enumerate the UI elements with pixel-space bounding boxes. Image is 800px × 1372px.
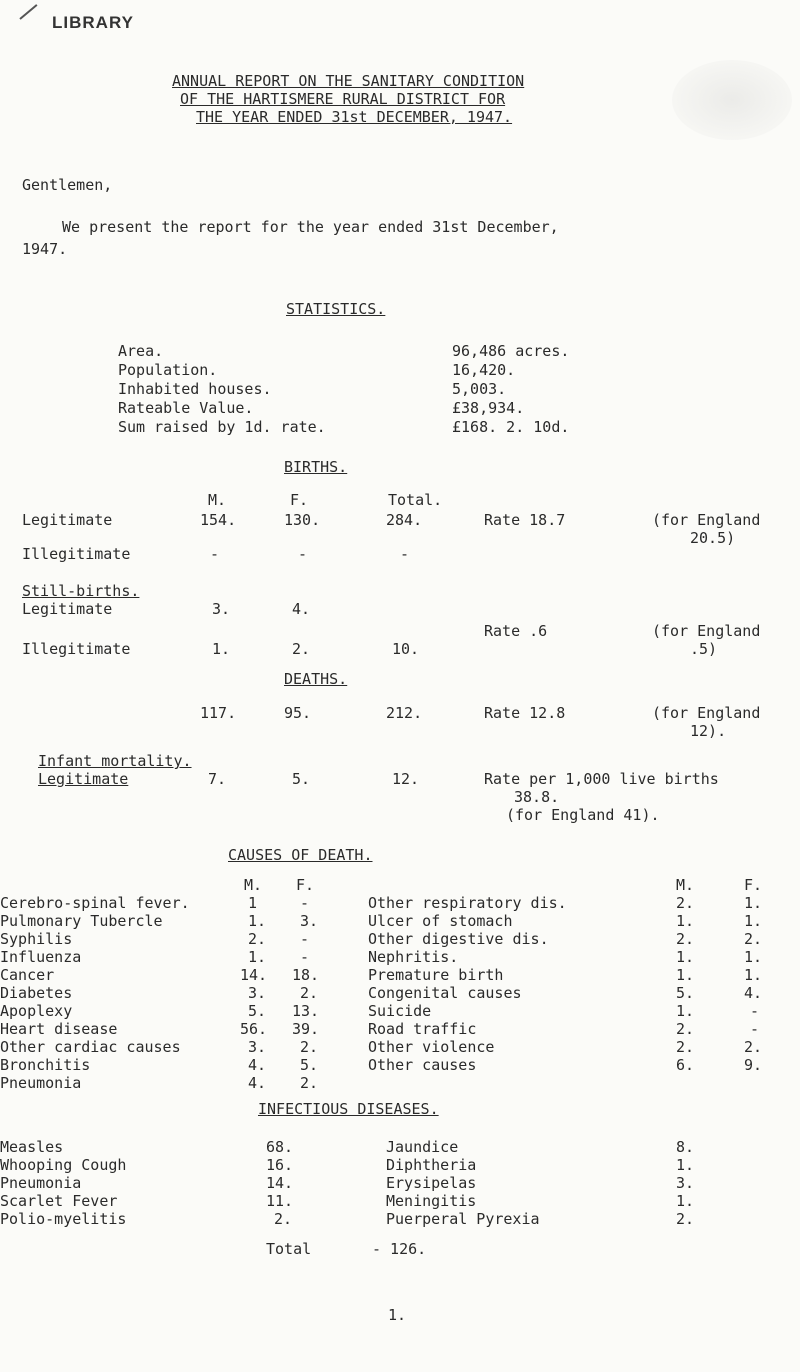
cause-label: Other cardiac causes <box>0 1038 181 1056</box>
causes-heading: CAUSES OF DEATH. <box>228 846 373 864</box>
disease-value: 68. <box>266 1138 294 1156</box>
cause-label: Cerebro-spinal fever. <box>0 894 190 912</box>
births-col-f: F. <box>290 491 309 509</box>
statistics-heading: STATISTICS. <box>286 300 386 318</box>
cause-m: 2. <box>676 894 695 912</box>
disease-label: Measles <box>0 1138 64 1156</box>
still-illegit-compare-2: .5) <box>690 640 718 658</box>
cause-label: Other causes <box>368 1056 477 1074</box>
disease-label: Jaundice <box>386 1138 459 1156</box>
cause-label: Diabetes <box>0 984 73 1002</box>
infectious-heading: INFECTIOUS DISEASES. <box>258 1100 439 1118</box>
cause-label: Other digestive dis. <box>368 930 549 948</box>
deaths-compare: (for England <box>652 704 761 722</box>
cause-label: Suicide <box>368 1002 432 1020</box>
disease-value: 16. <box>266 1156 294 1174</box>
disease-label: Polio-myelitis <box>0 1210 127 1228</box>
cause-f: - <box>750 1002 760 1020</box>
cause-m: 1. <box>676 1002 695 1020</box>
cause-f: 13. <box>292 1002 320 1020</box>
causes-left-col-m: M. <box>244 876 263 894</box>
cause-m: 1. <box>676 912 695 930</box>
still-illegit-total: 10. <box>392 640 420 658</box>
cause-f: 2. <box>300 984 319 1002</box>
cause-m: 3. <box>248 1038 267 1056</box>
disease-label: Diphtheria <box>386 1156 477 1174</box>
disease-value: 14. <box>266 1174 294 1192</box>
infectious-total-value: - 126. <box>372 1240 427 1258</box>
deaths-compare-2: 12). <box>690 722 727 740</box>
cause-m: 2. <box>676 1020 695 1038</box>
cause-m: 5. <box>248 1002 267 1020</box>
cause-f: 2. <box>744 930 763 948</box>
cause-f: 4. <box>744 984 763 1002</box>
cause-f: - <box>300 894 310 912</box>
title-line-3: THE YEAR ENDED 31st DECEMBER, 1947. <box>196 108 513 126</box>
cause-m: 2. <box>676 930 695 948</box>
cause-f: 2. <box>300 1074 319 1092</box>
still-legit-label: Legitimate <box>22 600 113 618</box>
still-illegit-label: Illegitimate <box>22 640 131 658</box>
stat-value: £168. 2. 10d. <box>452 418 570 436</box>
cause-m: 1. <box>676 966 695 984</box>
births-col-m: M. <box>208 491 227 509</box>
cause-m: 2. <box>248 930 267 948</box>
cause-m: 1. <box>676 948 695 966</box>
title-line-2: OF THE HARTISMERE RURAL DISTRICT FOR <box>180 90 506 108</box>
deaths-f: 95. <box>284 704 312 722</box>
births-legit-rate: Rate 18.7 <box>484 511 566 529</box>
disease-value: 2. <box>676 1210 695 1228</box>
cause-m: 6. <box>676 1056 695 1074</box>
disease-label: Pneumonia <box>0 1174 82 1192</box>
disease-value: 3. <box>676 1174 695 1192</box>
disease-value: 2. <box>274 1210 293 1228</box>
births-illegit-m: - <box>210 545 220 563</box>
stat-label: Inhabited houses. <box>118 380 272 398</box>
cause-label: Nephritis. <box>368 948 459 966</box>
cause-f: - <box>300 930 310 948</box>
births-legit-total: 284. <box>386 511 423 529</box>
cause-label: Other violence <box>368 1038 495 1056</box>
stat-value: £38,934. <box>452 399 525 417</box>
ink-smudge <box>672 60 792 140</box>
births-legit-f: 130. <box>284 511 321 529</box>
births-heading: BIRTHS. <box>284 458 348 476</box>
cause-f: 18. <box>292 966 320 984</box>
cause-f: 2. <box>744 1038 763 1056</box>
still-illegit-f: 2. <box>292 640 311 658</box>
library-stamp: LIBRARY <box>52 13 134 32</box>
still-illegit-compare: (for England <box>652 622 761 640</box>
births-illegit-f: - <box>298 545 308 563</box>
cause-f: 1. <box>744 894 763 912</box>
stat-value: 96,486 acres. <box>452 342 570 360</box>
cause-f: 39. <box>292 1020 320 1038</box>
infant-label: Legitimate <box>38 770 129 788</box>
cause-label: Heart disease <box>0 1020 118 1038</box>
stat-label: Rateable Value. <box>118 399 254 417</box>
disease-label: Scarlet Fever <box>0 1192 118 1210</box>
births-illegit-total: - <box>400 545 410 563</box>
cause-m: 4. <box>248 1074 267 1092</box>
births-legit-m: 154. <box>200 511 237 529</box>
cause-f: - <box>300 948 310 966</box>
cause-label: Pneumonia <box>0 1074 82 1092</box>
stat-label: Sum raised by 1d. rate. <box>118 418 326 436</box>
disease-label: Whooping Cough <box>0 1156 127 1174</box>
infectious-total-label: Total <box>266 1240 312 1258</box>
cause-label: Cancer <box>0 966 55 984</box>
cause-m: 1 <box>248 894 258 912</box>
stat-label: Population. <box>118 361 218 379</box>
cause-f: 9. <box>744 1056 763 1074</box>
births-col-total: Total. <box>388 491 443 509</box>
page-number: 1. <box>388 1306 407 1324</box>
cause-label: Premature birth <box>368 966 504 984</box>
stat-label: Area. <box>118 342 164 360</box>
causes-right-col-m: M. <box>676 876 695 894</box>
corner-mark <box>19 4 37 20</box>
salutation: Gentlemen, <box>22 176 113 194</box>
disease-label: Puerperal Pyrexia <box>386 1210 540 1228</box>
cause-f: 5. <box>300 1056 319 1074</box>
cause-label: Bronchitis <box>0 1056 91 1074</box>
stat-value: 5,003. <box>452 380 507 398</box>
disease-value: 1. <box>676 1192 695 1210</box>
infant-total: 12. <box>392 770 420 788</box>
infant-heading: Infant mortality. <box>38 752 192 770</box>
infant-rate: Rate per 1,000 live births <box>484 770 719 788</box>
infant-compare: (for England 41). <box>506 806 660 824</box>
cause-f: 1. <box>744 948 763 966</box>
disease-value: 8. <box>676 1138 695 1156</box>
cause-f: 2. <box>300 1038 319 1056</box>
disease-label: Meningitis <box>386 1192 477 1210</box>
cause-label: Influenza <box>0 948 82 966</box>
deaths-heading: DEATHS. <box>284 670 348 688</box>
disease-value: 1. <box>676 1156 695 1174</box>
causes-right-col-f: F. <box>744 876 763 894</box>
cause-f: 1. <box>744 966 763 984</box>
cause-m: 4. <box>248 1056 267 1074</box>
still-legit-m: 3. <box>212 600 231 618</box>
cause-m: 14. <box>240 966 268 984</box>
cause-f: 1. <box>744 912 763 930</box>
stat-value: 16,420. <box>452 361 516 379</box>
cause-label: Ulcer of stomach <box>368 912 513 930</box>
cause-label: Other respiratory dis. <box>368 894 567 912</box>
deaths-rate: Rate 12.8 <box>484 704 566 722</box>
disease-label: Erysipelas <box>386 1174 477 1192</box>
births-legit-compare: (for England <box>652 511 761 529</box>
causes-left-col-f: F. <box>296 876 315 894</box>
births-illegit-label: Illegitimate <box>22 545 131 563</box>
stillbirths-heading: Still-births. <box>22 582 140 600</box>
infant-f: 5. <box>292 770 311 788</box>
cause-m: 1. <box>248 912 267 930</box>
cause-m: 3. <box>248 984 267 1002</box>
cause-m: 2. <box>676 1038 695 1056</box>
infant-m: 7. <box>208 770 227 788</box>
cause-f: 3. <box>300 912 319 930</box>
title-line-1: ANNUAL REPORT ON THE SANITARY CONDITION <box>172 72 525 90</box>
deaths-m: 117. <box>200 704 237 722</box>
cause-label: Pulmonary Tubercle <box>0 912 163 930</box>
disease-value: 11. <box>266 1192 294 1210</box>
intro-line-1: We present the report for the year ended 31st December, <box>62 218 559 236</box>
still-illegit-m: 1. <box>212 640 231 658</box>
still-illegit-rate: Rate .6 <box>484 622 548 640</box>
cause-f: - <box>750 1020 760 1038</box>
cause-label: Apoplexy <box>0 1002 73 1020</box>
infant-rate-2: 38.8. <box>514 788 560 806</box>
cause-m: 5. <box>676 984 695 1002</box>
cause-label: Road traffic <box>368 1020 477 1038</box>
cause-label: Congenital causes <box>368 984 522 1002</box>
intro-line-2: 1947. <box>22 240 68 258</box>
births-legit-label: Legitimate <box>22 511 113 529</box>
cause-m: 56. <box>240 1020 268 1038</box>
cause-label: Syphilis <box>0 930 73 948</box>
births-legit-compare-2: 20.5) <box>690 529 736 547</box>
deaths-total: 212. <box>386 704 423 722</box>
cause-m: 1. <box>248 948 267 966</box>
still-legit-f: 4. <box>292 600 311 618</box>
